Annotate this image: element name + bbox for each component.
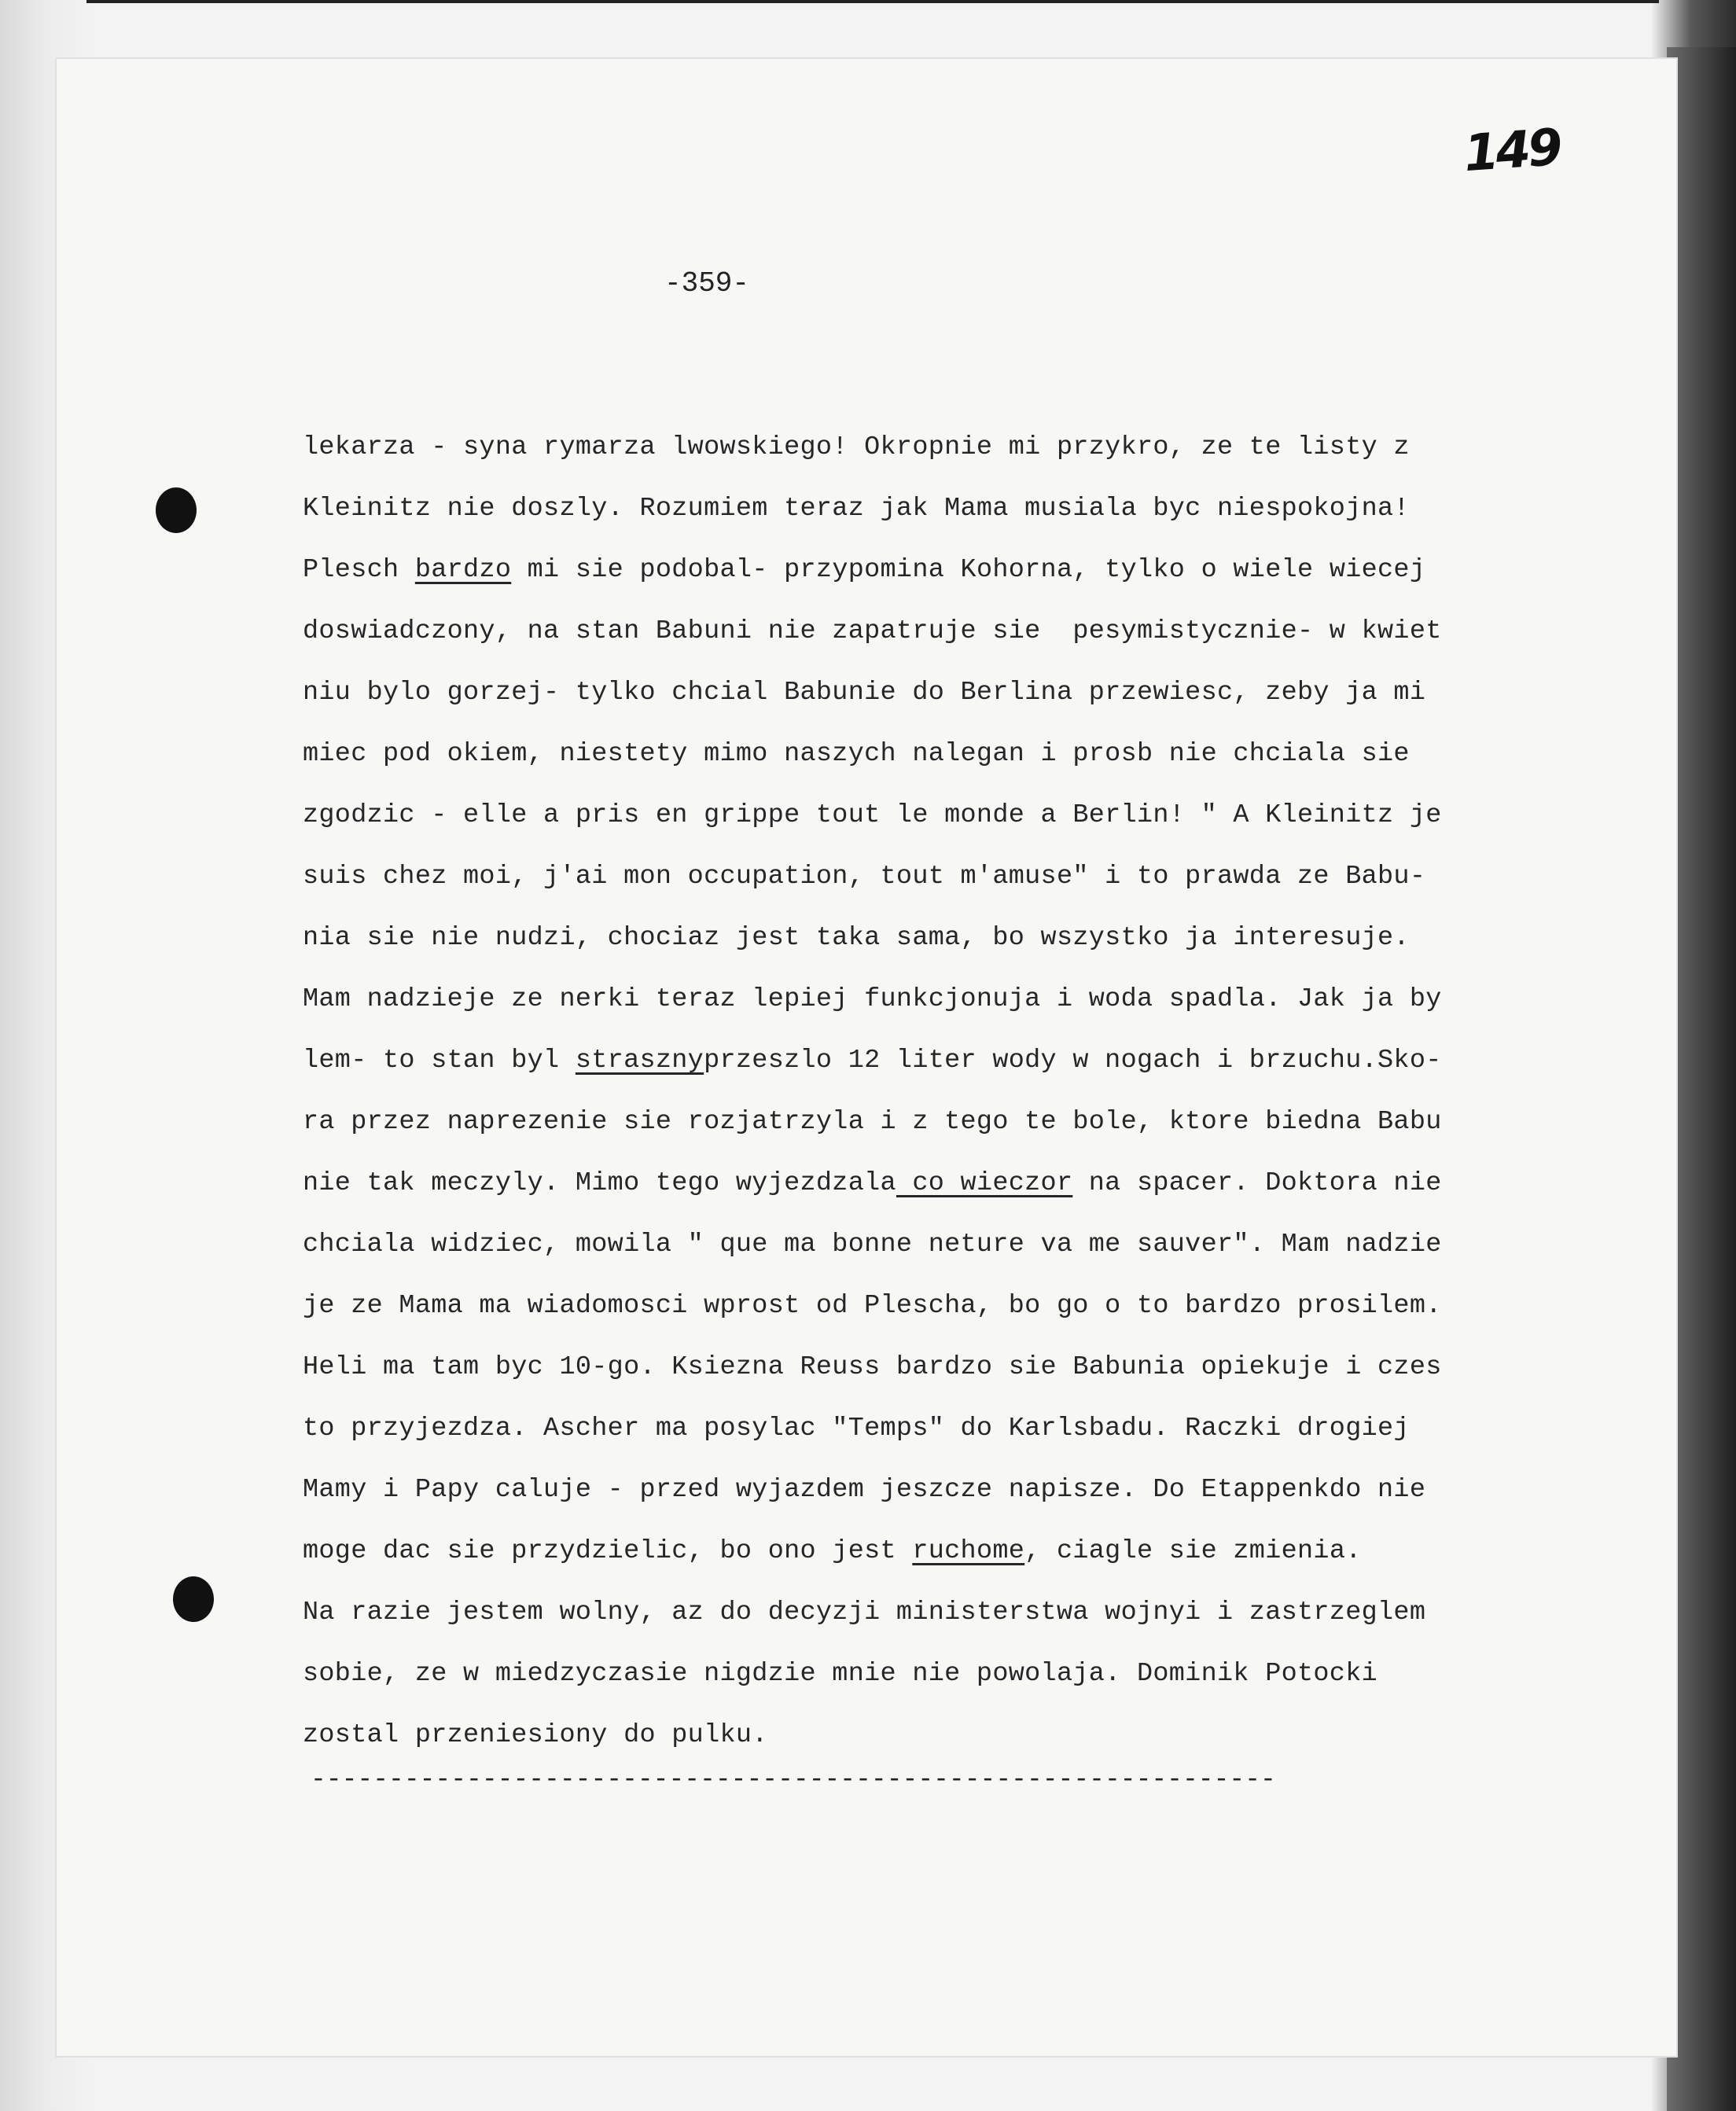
text-run: suis chez moi, j'ai mon occupation, tout m'amuse" i to prawda ze Babu- <box>303 862 1426 892</box>
punch-hole-upper <box>156 487 197 533</box>
underlined-word: co wieczor <box>896 1168 1073 1198</box>
text-line <box>303 1091 1624 1153</box>
text-run: chciala widziec, mowila " que ma bonne neture va me sauver". Mam nadzie <box>303 1230 1442 1260</box>
text-line <box>303 1030 1624 1091</box>
page-number: -359- <box>664 267 750 300</box>
text-line <box>303 785 1624 846</box>
underlined-word: straszny <box>575 1046 704 1076</box>
text-line <box>303 1459 1624 1521</box>
text-run: moge dac sie przydzielic, bo ono jest <box>303 1536 913 1566</box>
text-run: lem- to stan byl <box>303 1046 576 1076</box>
text-run: na spacer. Doktora nie <box>1072 1168 1442 1198</box>
text-run: je ze Mama ma wiadomosci wprost od Pleschа, bo go o to bardzo prosilem. <box>303 1291 1442 1321</box>
text-run: Na razie jestem wolny, az do decyzji ministerstwa wojnyi i zastrzeglem <box>303 1598 1426 1627</box>
letter-body <box>303 417 1624 1766</box>
text-run: lekarza - syna rymarza lwowskiego! Okropnie mi przykro, ze te listy z <box>303 432 1410 462</box>
text-line <box>303 1153 1624 1214</box>
punch-hole-lower <box>173 1576 214 1622</box>
text-line <box>303 1521 1624 1582</box>
underlined-word: ruchome <box>912 1536 1025 1566</box>
text-run: Mam nadzieje ze nerki teraz lepiej funkcjonuja i woda spadla. Jak ja by <box>303 984 1442 1014</box>
text-run: przeszlo 12 liter wody w nogach i brzuchu.Sko- <box>704 1046 1442 1076</box>
text-run: mi sie podobal- przypomina Kohorna, tylko o wiele wiecej <box>511 555 1426 585</box>
text-run: Mamy i Papy caluje - przed wyjazdem jeszcze napisze. Do Etappenkdo nie <box>303 1475 1426 1505</box>
text-run: , ciagle sie zmienia. <box>1024 1536 1362 1566</box>
text-run: Plesch <box>303 555 415 585</box>
text-line <box>303 1337 1624 1398</box>
text-line <box>303 723 1624 785</box>
text-run: zostal przeniesiony do pulku. <box>303 1720 768 1750</box>
text-run: Heli ma tam byc 10-go. Ksiezna Reuss bardzo sie Babunia opiekuje i czes <box>303 1352 1442 1382</box>
handwritten-folio-number: 149 <box>1462 118 1562 184</box>
text-line <box>303 539 1624 601</box>
underlined-word: bardzo <box>414 555 512 585</box>
text-run: doswiadczony, na stan Babuni nie zapatruje sie pesymistycznie- w kwiet <box>303 616 1442 646</box>
text-line <box>303 1643 1624 1705</box>
text-line <box>303 417 1624 478</box>
text-run: nia sie nie nudzi, chociaz jest taka sama, bo wszystko ja interesuje. <box>303 923 1410 953</box>
text-run: ra przez naprezenie sie rozjatrzyla i z tego te bole, ktore biedna Babu <box>303 1107 1442 1137</box>
text-line <box>303 662 1624 723</box>
text-line <box>303 1398 1624 1459</box>
text-line <box>303 846 1624 907</box>
text-run: nie tak meczyly. Mimo tego wyjezdzala <box>303 1168 896 1198</box>
text-line <box>303 478 1624 539</box>
text-line <box>303 1582 1624 1643</box>
dashed-rule: -------------------------------------------------------------- <box>311 1765 1276 1794</box>
text-line <box>303 969 1624 1030</box>
scan-top-edge <box>86 0 1659 3</box>
text-line <box>303 1214 1624 1275</box>
text-line <box>303 1705 1624 1766</box>
text-line <box>303 907 1624 969</box>
text-run: niu bylo gorzej- tylko chcial Babunie do Berlina przewiesc, zeby ja mi <box>303 678 1426 708</box>
text-run: sobie, ze w miedzyczasie nigdzie mnie nie powolaja. Dominik Potocki <box>303 1659 1378 1689</box>
scan-right-edge <box>1667 47 1736 2111</box>
text-line <box>303 601 1624 662</box>
text-line <box>303 1275 1624 1337</box>
text-run: miec pod okiem, niestety mimo naszych nalegan i prosb nie chciala sie <box>303 739 1410 769</box>
text-run: zgodzic - elle a pris en grippe tout le monde a Berlin! " A Kleinitz je <box>303 800 1442 830</box>
text-run: Kleinitz nie doszly. Rozumiem teraz jak Mama musiala byc niespokojna! <box>303 494 1410 524</box>
text-run: to przyjezdza. Ascher ma posylac "Temps" do Karlsbadu. Raczki drogiej <box>303 1414 1410 1443</box>
